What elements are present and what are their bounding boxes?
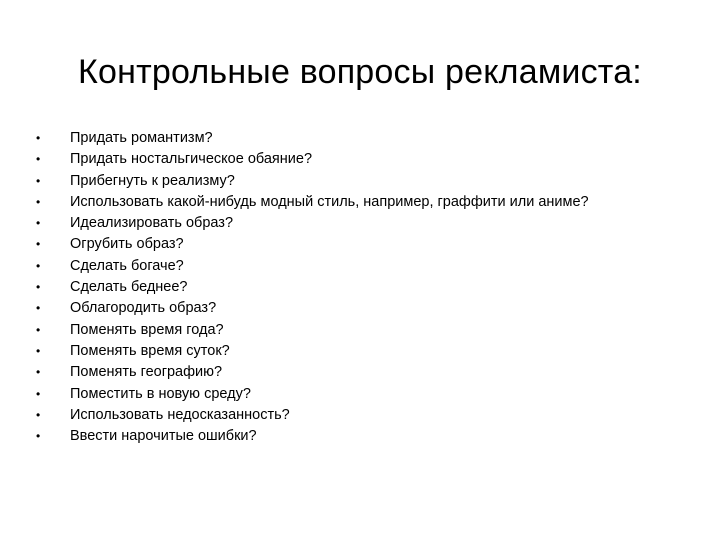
list-item: [36, 171, 686, 192]
list-item: [36, 341, 686, 362]
bullet-icon: •: [36, 386, 41, 401]
list-item-text: Поместить в новую среду?: [70, 385, 251, 402]
bullet-icon: •: [36, 152, 41, 167]
bullet-icon: •: [36, 280, 41, 295]
list-item-text: Использовать недосказанность?: [70, 406, 290, 423]
bullet-icon: •: [36, 258, 41, 273]
list-item-text: Сделать богаче?: [70, 257, 184, 274]
list-item-text: Облагородить образ?: [70, 300, 217, 317]
bullet-icon: •: [36, 301, 41, 316]
list-item: [36, 234, 686, 255]
list-item: [36, 426, 686, 447]
bullet-icon: •: [36, 173, 41, 188]
list-item-text: Огрубить образ?: [70, 236, 184, 253]
list-item: [36, 277, 686, 298]
list-item-text: Поменять географию?: [70, 364, 223, 381]
bullet-icon: •: [36, 194, 41, 209]
list-item: [36, 256, 686, 277]
list-item-text: Поменять время года?: [70, 321, 224, 338]
list-item-text: Прибегнуть к реализму?: [70, 172, 235, 189]
bullet-icon: •: [36, 322, 41, 337]
list-item-text: Ввести нарочитые ошибки?: [70, 428, 257, 445]
bullet-icon: •: [36, 237, 41, 252]
slide-title: Контрольные вопросы рекламиста:: [78, 53, 642, 91]
list-item: [36, 128, 686, 149]
bullet-icon: •: [36, 429, 41, 444]
list-item-text: Сделать беднее?: [70, 279, 188, 296]
list-item-text: Идеализировать образ?: [70, 215, 234, 232]
list-item: [36, 213, 686, 234]
list-item-text: Поменять время суток?: [70, 342, 230, 359]
list-item-text: Использовать какой-нибудь модный стиль, например, граффити или аниме?: [70, 193, 589, 210]
bullet-icon: •: [36, 131, 41, 145]
list-item: [36, 192, 686, 213]
list-item: [36, 320, 686, 341]
bullet-icon: •: [36, 407, 41, 422]
list-item: [36, 384, 686, 405]
list-item: [36, 298, 686, 319]
list-item: [36, 362, 686, 383]
bullet-icon: •: [36, 343, 41, 358]
list-item: [36, 405, 686, 426]
bullet-icon: •: [36, 216, 41, 231]
bullet-icon: •: [36, 365, 41, 380]
list-item-text: Придать романтизм?: [70, 130, 213, 146]
question-list: [36, 128, 686, 447]
list-item-text: Придать ностальгическое обаяние?: [70, 151, 313, 168]
list-item: [36, 149, 686, 170]
